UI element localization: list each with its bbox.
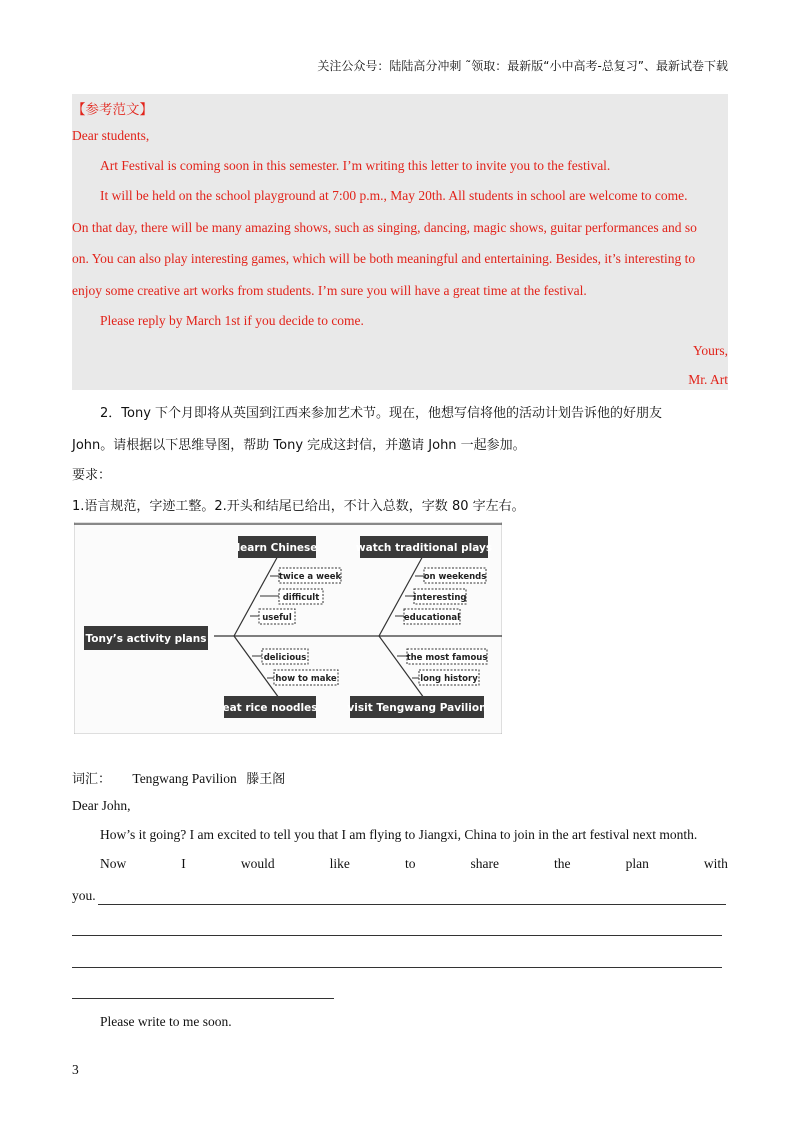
sample-signature: Mr. Art <box>688 372 728 387</box>
sample-paragraph-2-line-4: enjoy some creative art works from students. I’m sure you will have a great time at the festival. <box>72 283 587 298</box>
vocab-meaning: 滕王阁 <box>246 772 286 787</box>
item-the-most-famous: the most famous <box>406 653 488 663</box>
mind-map-diagram <box>74 522 502 734</box>
item-twice-a-week: twice a week <box>278 572 342 582</box>
branch-eat-rice-noodles: eat rice noodles <box>222 702 318 714</box>
task-line-2: John。请根据以下思维导图，帮助 Tony 完成这封信，并邀请 John 一起参加。 <box>72 438 526 453</box>
answer-line[interactable] <box>72 998 334 999</box>
item-interesting: interesting <box>413 593 467 603</box>
answer-line[interactable] <box>72 967 722 968</box>
item-delicious: delicious <box>263 653 307 663</box>
sample-title: 【参考范文】 <box>72 102 153 117</box>
page-header: 关注公众号：陆陆高分冲刺 ˜领取：最新版“小中高考-总复习”、最新试卷下载 <box>317 59 728 73</box>
vocab-label: 词汇： <box>72 772 112 787</box>
answer-line[interactable] <box>72 935 722 936</box>
sample-paragraph-2-line-2: On that day, there will be many amazing shows, such as singing, dancing, magic shows, guitar performances and so <box>72 220 697 235</box>
requirements-text: 1.语言规范，字迹工整。2.开头和结尾已给出，不计入总数，字数 80 字左右。 <box>72 499 525 514</box>
center-node: Tony’s activity plans <box>85 633 207 645</box>
vocab-term: Tengwang Pavilion <box>132 771 237 786</box>
letter-word: like <box>329 856 350 871</box>
branch-learn-chinese: learn Chinese <box>236 542 318 554</box>
page-number: 3 <box>72 1062 79 1077</box>
item-how-to-make: how to make <box>275 674 337 684</box>
sample-paragraph-2-line-3: on. You can also play interesting games, which will be both meaningful and entertaining. Besides, it’s interesting to <box>72 251 696 266</box>
sample-paragraph-2-line-1: It will be held on the school playground at 7:00 p.m., May 20th. All students in school are welcome to come. <box>100 188 688 203</box>
letter-word: I <box>181 856 186 871</box>
letter-word: would <box>240 856 275 871</box>
letter-closing: Please write to me soon. <box>100 1014 232 1029</box>
task-line-1: 2．Tony 下个月即将从英国到江西来参加艺术节。现在，他想写信将他的活动计划告诉他的好朋友 <box>100 406 663 421</box>
sample-paragraph-1: Art Festival is coming soon in this semester. I’m writing this letter to invite you to the festival. <box>100 158 611 173</box>
item-educational: educational <box>403 613 461 623</box>
item-useful: useful <box>262 613 292 623</box>
requirements-title: 要求： <box>72 468 112 483</box>
sample-paragraph-3: Please reply by March 1st if you decide to come. <box>100 313 364 328</box>
sample-greeting: Dear students, <box>72 128 150 143</box>
item-long-history: long history <box>420 674 478 684</box>
letter-word: Now <box>100 856 127 871</box>
letter-word: plan <box>625 856 649 871</box>
branch-visit-tengwang-pavilion: visit Tengwang Pavilion <box>347 702 487 714</box>
vocab-line <box>72 768 285 787</box>
letter-line-1: How’s it going? I am excited to tell you that I am flying to Jiangxi, China to join in the art festival next month. <box>100 827 698 842</box>
answer-line[interactable] <box>98 904 726 905</box>
letter-word: share <box>470 856 499 871</box>
letter-word: to <box>404 856 416 871</box>
letter-line-3-start: you. <box>72 888 96 903</box>
letter-greeting: Dear John, <box>72 798 131 813</box>
item-on-weekends: on weekends <box>423 572 487 582</box>
branch-watch-traditional-plays: watch traditional plays <box>355 542 493 554</box>
letter-word: with <box>703 856 728 871</box>
letter-word: the <box>554 856 571 871</box>
sample-essay-box <box>72 94 728 390</box>
letter-line-2 <box>100 856 728 872</box>
sample-closing: Yours, <box>692 343 728 358</box>
item-difficult: difficult <box>282 593 320 603</box>
